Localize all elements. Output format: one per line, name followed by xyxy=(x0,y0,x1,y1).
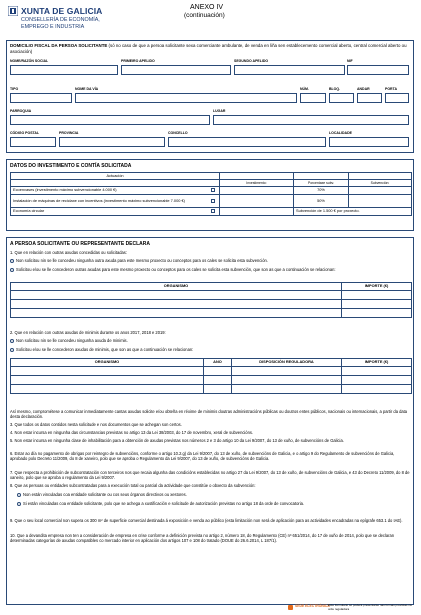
item-10: 10. Que a devandita empresa non ten a consideración de empresa en crise conforme a definición prevista no artigo 2, número 18, do Regulamento (CE) nº 651/2014, do 17 de xuño de 2014, polo que se declaran determinadas categorías de axudas compatibles co mercado interior en aplicación dos artigos 107 e 108 do tratado (DOUE do 26.6.2014, L 187/1). xyxy=(10,533,395,544)
investimento-title: DATOS DO INVESTIMENTO E CONTÍA SOLICITADA xyxy=(10,163,132,169)
declara-section xyxy=(6,237,414,605)
table-row xyxy=(11,309,412,318)
input-disposicion[interactable] xyxy=(232,367,342,376)
field-via[interactable] xyxy=(75,93,297,103)
row-pct: 70% xyxy=(294,187,349,195)
field-localidade[interactable] xyxy=(329,137,409,147)
label-ape2: SEGUNDO APELIDO xyxy=(234,59,269,63)
label-localidade: LOCALIDADE xyxy=(329,131,352,135)
label-tipo: TIPO xyxy=(10,87,19,91)
item-3: 3. Que todos os datos contidos nesta solicitude e nos documentos que se achegan son certos. xyxy=(10,422,182,427)
input-organismo[interactable] xyxy=(11,309,342,318)
label-concello: CONCELLO xyxy=(168,131,188,135)
radio-button[interactable] xyxy=(10,339,14,343)
q2-option-2: Solicitou e/ou se lle concederon axudas de minimis, que son as que a continuación se relacionan: xyxy=(10,347,410,352)
table-row xyxy=(11,376,412,385)
radio-button[interactable] xyxy=(10,348,14,352)
field-nif[interactable] xyxy=(347,65,409,75)
input-organismo[interactable] xyxy=(11,291,342,300)
field-tipo[interactable] xyxy=(10,93,72,103)
col-porcentaxe: Porcentaxe subv. xyxy=(294,180,349,187)
label-parroquia: PARROQUIA xyxy=(10,109,32,113)
dept-line-2: EMPREGO E INDUSTRIA xyxy=(21,24,85,30)
label-via: NOME DA VÍA xyxy=(75,87,99,91)
field-ape2[interactable] xyxy=(234,65,345,75)
field-porta[interactable] xyxy=(385,93,409,103)
label-ape1: PRIMEIRO APELIDO xyxy=(121,59,155,63)
label-provincia: PROVINCIA xyxy=(59,131,79,135)
label-num: NÚM. xyxy=(300,87,309,91)
checkbox[interactable] xyxy=(211,199,215,203)
table-row xyxy=(11,208,412,216)
field-parroquia[interactable] xyxy=(10,115,210,125)
sede-icon xyxy=(288,605,293,610)
input-investimento[interactable] xyxy=(220,195,294,208)
investimento-section xyxy=(6,159,414,231)
xunta-logo xyxy=(8,5,118,35)
field-andar[interactable] xyxy=(357,93,382,103)
input-ano[interactable] xyxy=(204,385,232,394)
col-investimento: Investimento: xyxy=(220,180,294,187)
label-cp: CÓDIGO POSTAL xyxy=(10,131,40,135)
footer xyxy=(288,604,418,614)
radio-button[interactable] xyxy=(10,268,14,272)
field-num[interactable] xyxy=(300,93,326,103)
input-importe[interactable] xyxy=(342,376,412,385)
q1-text: 1. Que en relación con outras axudas concedidas ou solicitadas: xyxy=(10,250,127,255)
investimento-table xyxy=(10,172,412,216)
field-concello[interactable] xyxy=(168,137,326,147)
input-organismo[interactable] xyxy=(11,300,342,309)
col-subvencion: Subvención: xyxy=(349,180,412,187)
input-disposicion[interactable] xyxy=(232,376,342,385)
input-disposicion[interactable] xyxy=(232,385,342,394)
item-6: 6. Estar ao día no pagamento de obrigas por reintegro de subvencións, conforme o artigo 10.2.g) da Lei 9/2007, do 13 de xuño, de subvencións de Galicia, e o artigo 9 do Regulamento de subvencións de Galicia, aprobado polo Decreto 11/2009, do 8 de xaneiro, polo que se aproba o Regulamento da Lei 9/2007, do 13 de xuño, de subvencións de Galicia. xyxy=(10,451,395,462)
field-lugar[interactable] xyxy=(213,115,409,125)
domicilio-title: DOMICILIO FISCAL DA PERSOA SOLICITANTE (só no caso de que a persoa solicitante sexa comerciante ambulante, de venda en liña sen establecemento comercial aberto, central comercial aberto ou asociación) xyxy=(10,43,407,54)
col-actuacion: Actuación xyxy=(11,173,220,180)
label-nif: NIF xyxy=(347,59,353,63)
q8-option-1: Non están vinculadas coa entidade solicitante ou cos seus órganos directivos ou xestores. xyxy=(17,492,412,497)
table-row xyxy=(11,291,412,300)
xunta-crest-icon xyxy=(8,6,18,16)
minimis-table xyxy=(10,358,412,394)
q1-option-1: Non solicitou nin se lle concedeu ningunha outra axuda para este mesmo proxecto ou conceptos para os cales se solicita esta subvención. xyxy=(10,258,410,263)
label-lugar: LUGAR xyxy=(213,109,226,113)
asi-mesmo-paragraph: Así mesmo, comprométese a comunicar inmediatamente cantas axudas solicite e/ou obteña en réxime de minimis doutras administracións públicas ou doutros entes públicos, nacionais ou internacionais, a partir da data desta declaración. xyxy=(10,409,408,420)
item-7: 7. Que respecta a prohibición de subcontratación con terceiros nos que recaia algunha das condicións establecidas no artigo 27 da Lei 9/2007, do 13 de xuño, de subvencións de Galicia, e 43 do Decreto 11/2009, do 8 de xaneiro, polo que se aproba o regulamento da Lei 9/2007. xyxy=(10,470,410,481)
input-organismo[interactable] xyxy=(11,376,204,385)
col-organismo: ORGANISMO xyxy=(11,283,342,291)
label-andar: ANDAR xyxy=(357,87,370,91)
row-label: Ecoenvases (investimento máximo subvencionable 4.000 €) xyxy=(11,187,210,195)
sede-label: SEDE ELECTRÓNICA xyxy=(295,604,330,608)
row-pct: Subvención de 1.500 € por proxecto. xyxy=(294,208,412,216)
input-ano[interactable] xyxy=(204,367,232,376)
input-importe[interactable] xyxy=(342,367,412,376)
input-subvencion[interactable] xyxy=(349,195,412,208)
input-importe[interactable] xyxy=(342,291,412,300)
annex-subtitle: (continuación) xyxy=(184,12,225,19)
field-bloq[interactable] xyxy=(329,93,354,103)
input-importe[interactable] xyxy=(342,385,412,394)
input-organismo[interactable] xyxy=(11,385,204,394)
radio-button[interactable] xyxy=(17,502,21,506)
row-pct: 50% xyxy=(294,195,349,208)
label-nome: NOME/RAZÓN SOCIAL xyxy=(10,59,49,63)
row-label: Economía circular xyxy=(11,208,210,216)
input-organismo[interactable] xyxy=(11,367,204,376)
table-row xyxy=(11,367,412,376)
q8-option-2: Si están vinculadas coa entidade solicitante, polo que se achega a xustificación e solicitude de autorización previstas no artigo 18 da orde de convocatoria. xyxy=(17,501,412,506)
input-subvencion[interactable] xyxy=(349,187,412,195)
input-investimento[interactable] xyxy=(220,187,294,195)
field-ape1[interactable] xyxy=(121,65,231,75)
item-5: 5. Non estar incursa en ningunha clase de inhabilitación para a obtención de axudas previstas nos números 2 e 3 do artigo 10 da Lei 9/2007, do 13 de xuño, de subvencións de Galicia. xyxy=(10,438,344,443)
field-cp[interactable] xyxy=(10,137,56,147)
checkbox[interactable] xyxy=(211,209,215,213)
q2-option-1: Non solicitou nin se lle concedeu ningunha axuda de minimis. xyxy=(10,338,410,343)
item-8: 8. Que as persoas ou entidades subcontratadas para a execución total ou parcial da actividade que constitúe o obxecto da subvención: xyxy=(10,483,256,488)
col-ano: ANO xyxy=(204,359,232,367)
col-importe: IMPORTE (€) xyxy=(342,359,412,367)
radio-button[interactable] xyxy=(10,259,14,263)
label-bloq: BLOQ. xyxy=(329,87,341,91)
label-porta: PORTA xyxy=(385,87,397,91)
checkbox[interactable] xyxy=(211,188,215,192)
declara-title: A PERSOA SOLICITANTE OU REPRESENTANTE DECLARA xyxy=(10,241,151,247)
table-row xyxy=(11,300,412,309)
logo-text: XUNTA DE GALICIA xyxy=(21,6,103,16)
table-row xyxy=(11,195,412,208)
radio-button[interactable] xyxy=(17,493,21,497)
footer-text: Este formulario só poderá presentarse nas formas previstas na orde reguladora xyxy=(328,603,412,611)
col-organismo: ORGANISMO xyxy=(11,359,204,367)
table-row xyxy=(11,385,412,394)
table-row xyxy=(11,187,412,195)
ayudas-table xyxy=(10,282,412,318)
annex-title: ANEXO IV xyxy=(190,4,224,11)
domicilio-section xyxy=(6,40,414,153)
input-ano[interactable] xyxy=(204,376,232,385)
dept-line-1: CONSELLERÍA DE ECONOMÍA, xyxy=(21,17,100,23)
item-4: 4. Non estar incursa en ningunha das circunstancias previstas no artigo 13 da Lei 38/2003, do 17 de novembro, xeral de subvencións. xyxy=(10,430,254,435)
input-importe[interactable] xyxy=(342,300,412,309)
input-investimento[interactable] xyxy=(220,208,294,216)
col-disposicion: DISPOSICIÓN REGULADORA xyxy=(232,359,342,367)
input-importe[interactable] xyxy=(342,309,412,318)
field-nome[interactable] xyxy=(10,65,118,75)
q1-option-2: Solicitou e/ou se lle concederon outras axudas para este mesmo proxecto ou conceptos para os cales se solicita esta subvención, que son as que a continuación se relacionan: xyxy=(10,267,410,272)
item-9: 9. Que o seu local comercial non supera os 300 m² de superficie comercial destinada á exposición e venda ao público (esta limitación non será de aplicación para as actividades encadradas na epígrafe 653.1 do IAE). xyxy=(10,518,403,523)
field-provincia[interactable] xyxy=(59,137,165,147)
row-label: Instalación de máquinas de reciclaxe con incentivos (investimento máximo subvencionable 7.000 €) xyxy=(11,195,210,208)
col-importe: IMPORTE (€) xyxy=(342,283,412,291)
q2-text: 2. Que en relación con outras axudas de minimis durante os anos 2017, 2018 e 2019: xyxy=(10,330,166,335)
